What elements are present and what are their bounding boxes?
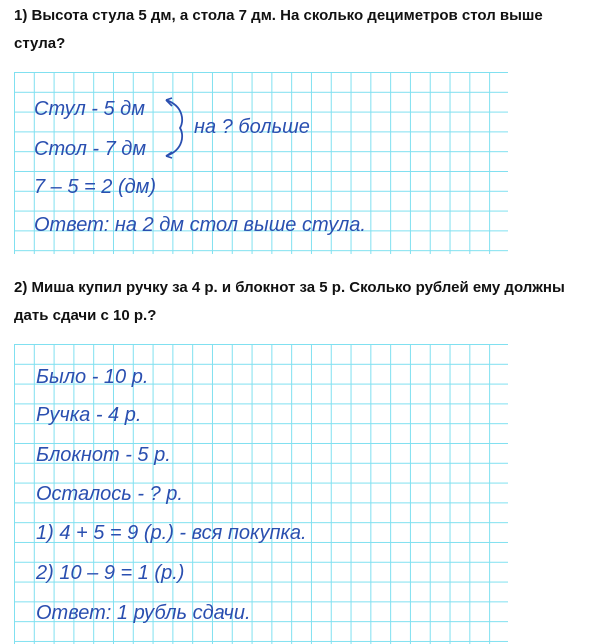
task-1-brace-note: на ? больше	[194, 116, 310, 138]
task-1-line-calc: 7 – 5 = 2 (дм)	[34, 176, 157, 198]
task-2-step-1: 1) 4 + 5 = 9 (р.) - вся покупка.	[36, 522, 307, 544]
task-2-line-pen: Ручка - 4 р.	[36, 404, 142, 426]
task-2-line-left: Осталось - ? р.	[36, 483, 183, 505]
task-2-line-had: Было - 10 р.	[36, 366, 149, 388]
task-1-line-chair: Стул - 5 дм	[34, 98, 145, 120]
task-2-question-line-1: 2) Миша купил ручку за 4 р. и блокнот за 5 р. Сколько рублей ему должны	[14, 279, 565, 296]
task-1-notebook-grid	[14, 72, 508, 254]
task-2-question	[14, 274, 614, 330]
comparison-brace-icon	[162, 96, 192, 160]
task-2-question-line-2: дать сдачи с 10 р.?	[14, 307, 157, 324]
task-1-question-line-1: 1) Высота стула 5 дм, а стола 7 дм. На сколько дециметров стол выше	[14, 7, 543, 24]
task-1-question	[14, 2, 614, 58]
task-2-notebook-grid	[14, 344, 508, 644]
task-1-question-line-2: стула?	[14, 35, 66, 52]
task-2-line-answer: Ответ: 1 рубль сдачи.	[36, 602, 251, 624]
task-2-line-notebook: Блокнот - 5 р.	[36, 444, 171, 466]
task-1-line-answer: Ответ: на 2 дм стол выше стула.	[34, 214, 366, 236]
task-2-step-2: 2) 10 – 9 = 1 (р.)	[36, 562, 185, 584]
task-1-line-table: Стол - 7 дм	[34, 138, 147, 160]
